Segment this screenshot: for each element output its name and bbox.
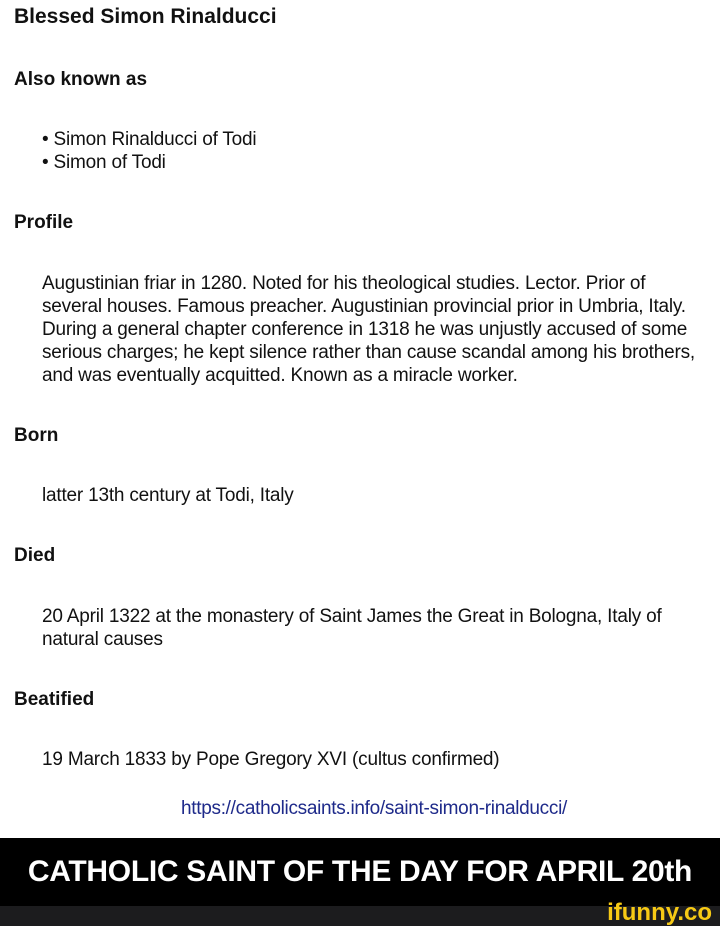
aka-item: • Simon of Todi: [42, 152, 166, 173]
profile-text: Augustinian friar in 1280. Noted for his theological studies. Lector. Prior of several houses. Famous preacher. Augustinian provincial prior in Umbria, Italy. During a general chapter conference in 1318 he was unjustly accused of some serious charges; he kept silence rather than cause scandal among his brothers, and was eventually acquitted. Known as a miracle worker.: [42, 273, 695, 386]
died-heading: Died: [14, 545, 56, 566]
beatified-heading: Beatified: [14, 689, 95, 710]
banner-caption: CATHOLIC SAINT OF THE DAY FOR APRIL 20th: [0, 838, 720, 906]
died-text: 20 April 1322 at the monastery of Saint James the Great in Bologna, Italy of natural causes: [42, 606, 662, 650]
profile-heading: Profile: [14, 212, 74, 233]
born-heading: Born: [14, 425, 59, 446]
ifunny-logo: ifunny.co: [607, 899, 712, 926]
beatified-text: 19 March 1833 by Pope Gregory XVI (cultus confirmed): [42, 749, 500, 770]
aka-heading: Also known as: [14, 69, 148, 90]
footer-bar: [0, 899, 720, 926]
source-link[interactable]: https://catholicsaints.info/saint-simon-rinalducci/: [181, 798, 567, 819]
aka-item: • Simon Rinalducci of Todi: [42, 129, 257, 150]
born-text: latter 13th century at Todi, Italy: [42, 485, 294, 506]
page-title: Blessed Simon Rinalducci: [14, 5, 277, 28]
